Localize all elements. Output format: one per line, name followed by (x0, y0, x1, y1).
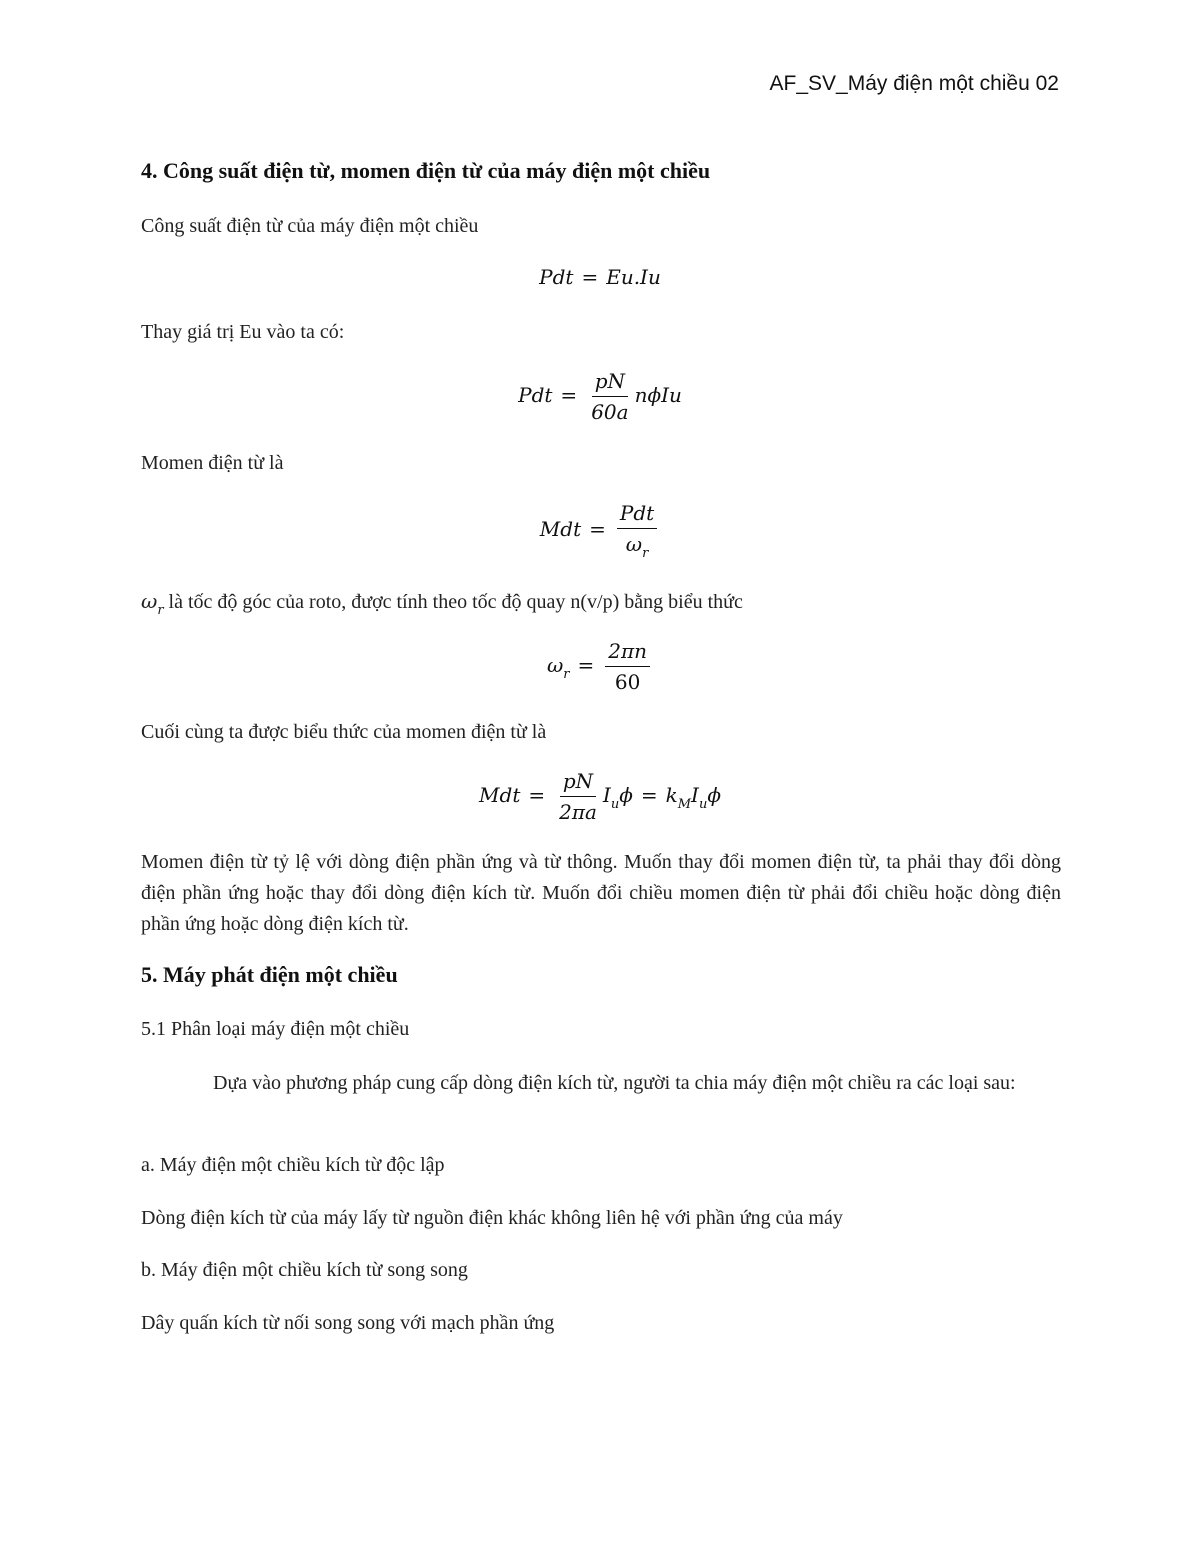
paragraph-torque-is: Momen điện từ là (141, 452, 284, 474)
item-a-description: Dòng điện kích từ của máy lấy từ nguồn điện khác không liên hệ với phần ứng của máy (141, 1207, 843, 1229)
fraction-2pin-60: $\frac{2\pi n}{60}$ (605, 638, 650, 695)
equation-pdt-eu-iu: Pdt = Eu.Iu (539, 265, 661, 289)
paragraph-power-intro: Công suất điện từ của máy điện một chiều (141, 215, 479, 237)
equation-mdt-pdt-omega: Mdt = $\frac{\text{Pdt}}{\omega_r}$ (0, 500, 1200, 561)
section-4-heading: 4. Công suất điện từ, momen điện từ của máy điện một chiều (141, 158, 711, 183)
item-b-description: Dây quấn kích từ nối song song với mạch phần ứng (141, 1312, 555, 1334)
equation-mdt-final: Mdt = $\frac{pN}{2\pi a}$ $I_u\phi = k_MI_u\phi$ (479, 769, 721, 824)
item-a-title: a. Máy điện một chiều kích từ độc lập (141, 1154, 445, 1176)
paragraph-substitute-eu: Thay giá trị Eu vào ta có: (141, 321, 345, 343)
paragraph-classification: Dựa vào phương pháp cung cấp dòng điện kích từ, người ta chia máy điện một chiều ra các loại sau: (213, 1072, 1016, 1094)
paragraph-final-expression: Cuối cùng ta được biểu thức của momen điện từ là (141, 721, 547, 743)
paragraph-omega-definition: $\omega_r$ là tốc độ góc của roto, được tính theo tốc độ quay n(v/p) bằng biểu thức (141, 589, 743, 618)
item-b-title: b. Máy điện một chiều kích từ song song (141, 1259, 468, 1281)
paragraph-torque-proportional: Momen điện từ tỷ lệ với dòng điện phần ứng và từ thông. Muốn thay đổi momen điện từ, ta phải thay đổi dòng điện phần ứng hoặc thay đổi dòng điện kích từ. Muốn đổi chiều momen điện từ phải đổi chiều hoặc dòng điện phần ứng hoặc dòng điện kích từ. (141, 851, 1061, 935)
fraction-pdt-omega: $\frac{\text{Pdt}}{\omega_r}$ (617, 500, 657, 561)
equation-pdt-expanded: Pdt = $\frac{pN}{60a}$ nϕIu (518, 369, 682, 424)
equation-omega-2pin-60: $\omega_r$ = $\frac{2\pi n}{60}$ (0, 638, 1200, 695)
fraction-pn-2pia: $\frac{pN}{2\pi a}$ (559, 769, 597, 824)
fraction-pn-60a: $\frac{pN}{60a}$ (591, 369, 629, 424)
subsection-5-1-title: 5.1 Phân loại máy điện một chiều (141, 1018, 410, 1040)
section-5-heading: 5. Máy phát điện một chiều (141, 962, 398, 987)
page-header: AF_SV_Máy điện một chiều 02 (769, 72, 1059, 95)
